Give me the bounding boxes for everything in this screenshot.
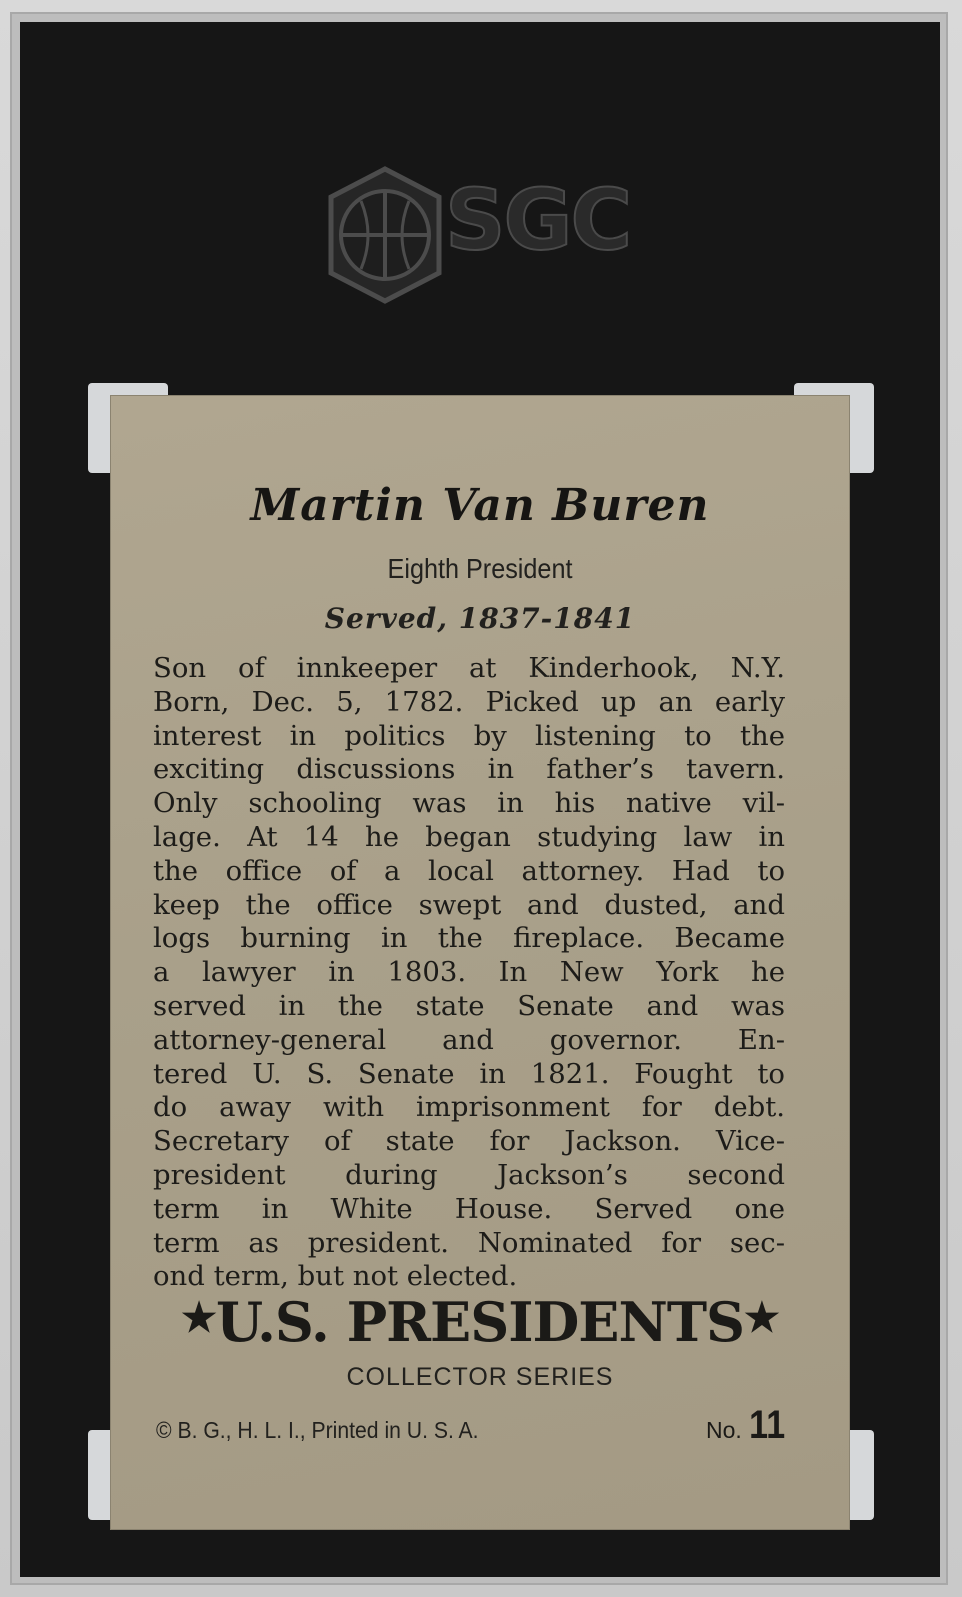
bio-line: ond term, but not elected. xyxy=(153,1260,518,1293)
bio-line: exciting discussions in father’s tavern. xyxy=(153,753,785,786)
card-number-label: No. xyxy=(706,1417,742,1443)
star-icon: ★ xyxy=(181,1294,216,1341)
bio-line: interest in politics by listening to the xyxy=(153,719,785,752)
bio-line: logs burning in the fireplace. Became xyxy=(153,922,785,955)
star-icon: ★ xyxy=(744,1294,779,1341)
bio-line: served in the state Senate and was xyxy=(153,989,785,1022)
bio-line: Born, Dec. 5, 1782. Picked up an early xyxy=(153,685,785,718)
bio-line: term as president. Nominated for sec- xyxy=(153,1226,785,1259)
president-name: Martin Van Buren xyxy=(250,480,710,531)
copyright-line: © B. G., H. L. I., Printed in U. S. A. xyxy=(156,1417,479,1443)
bio-line: the office of a local attorney. Had to xyxy=(153,854,785,887)
bio-line: keep the office swept and dusted, and xyxy=(153,888,785,921)
sgc-wordmark: SGC xyxy=(445,171,631,269)
biography xyxy=(153,652,785,1294)
card-number-value: 11 xyxy=(749,1403,786,1447)
bio-line: Secretary of state for Jackson. Vice- xyxy=(153,1125,785,1158)
bio-line: tered U. S. Senate in 1821. Fought to xyxy=(153,1057,785,1090)
bio-line: lage. At 14 he began studying law in xyxy=(153,820,785,853)
bio-line: a lawyer in 1803. In New York he xyxy=(153,956,785,989)
card-number xyxy=(706,1403,789,1448)
series-title-text: U.S. PRESIDENTS xyxy=(215,1290,745,1354)
sgc-emblem-icon xyxy=(315,165,455,305)
bio-line: Son of innkeeper at Kinderhook, N.Y. xyxy=(153,652,785,684)
bio-line: do away with imprisonment for debt. xyxy=(153,1091,785,1124)
bio-line: president during Jackson’s second xyxy=(153,1158,785,1191)
bio-line: term in White House. Served one xyxy=(153,1192,785,1225)
served-years: Served, 1837-1841 xyxy=(324,602,636,635)
trading-card-back xyxy=(110,395,850,1530)
president-ordinal: Eighth President xyxy=(387,553,573,584)
series-title xyxy=(110,1290,850,1354)
sgc-logo xyxy=(315,165,655,305)
bio-line: Only schooling was in his native vil- xyxy=(153,787,785,820)
collector-series-label: COLLECTOR SERIES xyxy=(346,1363,614,1391)
bio-line: attorney-general and governor. En- xyxy=(153,1023,785,1056)
